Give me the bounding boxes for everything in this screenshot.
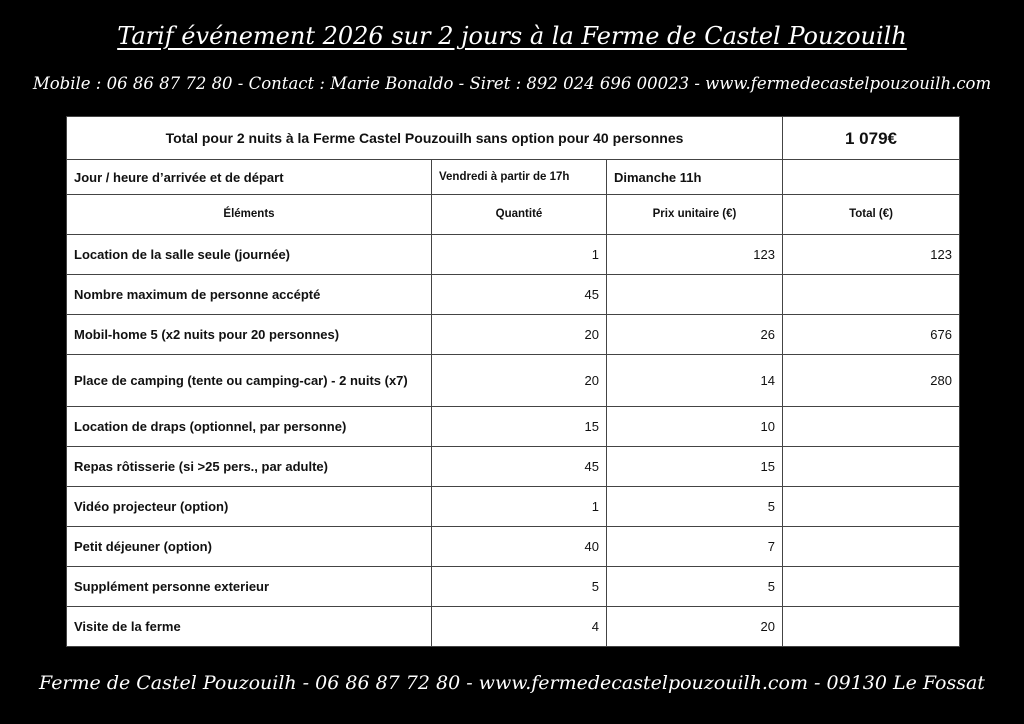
column-header: Quantité bbox=[432, 195, 607, 235]
arrival-row bbox=[67, 160, 960, 195]
table-row bbox=[67, 275, 960, 315]
total-row bbox=[67, 117, 960, 160]
table-row bbox=[67, 487, 960, 527]
footer-line: Ferme de Castel Pouzouilh - 06 86 87 72 80 - www.fermedecastelpouzouilh.com - 09130 Le Fossat bbox=[39, 672, 985, 694]
column-header: Éléments bbox=[67, 195, 432, 235]
cell-total: 676 bbox=[783, 315, 960, 355]
cell-element: Nombre maximum de personne accépté bbox=[67, 275, 432, 315]
arrival-value: Vendredi à partir de 17h bbox=[432, 160, 607, 195]
cell-unit: 10 bbox=[607, 407, 783, 447]
table-row bbox=[67, 407, 960, 447]
cell-total bbox=[783, 275, 960, 315]
cell-qty: 40 bbox=[432, 527, 607, 567]
table-row bbox=[67, 447, 960, 487]
cell-qty: 15 bbox=[432, 407, 607, 447]
cell-element: Location de la salle seule (journée) bbox=[67, 235, 432, 275]
cell-total: 123 bbox=[783, 235, 960, 275]
cell-element: Vidéo projecteur (option) bbox=[67, 487, 432, 527]
table-row bbox=[67, 235, 960, 275]
table-row bbox=[67, 355, 960, 407]
cell-total bbox=[783, 607, 960, 647]
empty-cell bbox=[783, 160, 960, 195]
column-header-row bbox=[67, 195, 960, 235]
total-value: 1 079€ bbox=[783, 117, 960, 160]
cell-element: Visite de la ferme bbox=[67, 607, 432, 647]
cell-qty: 20 bbox=[432, 355, 607, 407]
cell-unit: 5 bbox=[607, 567, 783, 607]
cell-element: Location de draps (optionnel, par personne) bbox=[67, 407, 432, 447]
table-row bbox=[67, 315, 960, 355]
cell-qty: 5 bbox=[432, 567, 607, 607]
cell-element: Place de camping (tente ou camping-car) - 2 nuits (x7) bbox=[67, 355, 432, 407]
cell-unit: 15 bbox=[607, 447, 783, 487]
total-label: Total pour 2 nuits à la Ferme Castel Pouzouilh sans option pour 40 personnes bbox=[67, 117, 783, 160]
cell-element: Petit déjeuner (option) bbox=[67, 527, 432, 567]
cell-qty: 1 bbox=[432, 487, 607, 527]
cell-qty: 45 bbox=[432, 447, 607, 487]
cell-unit: 123 bbox=[607, 235, 783, 275]
cell-qty: 45 bbox=[432, 275, 607, 315]
cell-total bbox=[783, 567, 960, 607]
price-table bbox=[66, 116, 960, 647]
column-header: Total (€) bbox=[783, 195, 960, 235]
cell-unit: 20 bbox=[607, 607, 783, 647]
table-row bbox=[67, 607, 960, 647]
cell-qty: 20 bbox=[432, 315, 607, 355]
cell-unit: 7 bbox=[607, 527, 783, 567]
cell-unit bbox=[607, 275, 783, 315]
cell-unit: 26 bbox=[607, 315, 783, 355]
cell-unit: 5 bbox=[607, 487, 783, 527]
column-header: Prix unitaire (€) bbox=[607, 195, 783, 235]
cell-element: Repas rôtisserie (si >25 pers., par adulte) bbox=[67, 447, 432, 487]
table-row bbox=[67, 527, 960, 567]
arrival-label: Jour / heure d’arrivée et de départ bbox=[67, 160, 432, 195]
cell-unit: 14 bbox=[607, 355, 783, 407]
cell-total bbox=[783, 527, 960, 567]
cell-total bbox=[783, 447, 960, 487]
page-title: Tarif événement 2026 sur 2 jours à la Ferme de Castel Pouzouilh bbox=[117, 22, 907, 50]
cell-total bbox=[783, 407, 960, 447]
cell-qty: 1 bbox=[432, 235, 607, 275]
departure-value: Dimanche 11h bbox=[607, 160, 783, 195]
cell-element: Mobil-home 5 (x2 nuits pour 20 personnes) bbox=[67, 315, 432, 355]
contact-line: Mobile : 06 86 87 72 80 - Contact : Marie Bonaldo - Siret : 892 024 696 00023 - www.fermedecastelpouzouilh.com bbox=[32, 74, 992, 93]
cell-total bbox=[783, 487, 960, 527]
cell-total: 280 bbox=[783, 355, 960, 407]
table-row bbox=[67, 567, 960, 607]
cell-qty: 4 bbox=[432, 607, 607, 647]
cell-element: Supplément personne exterieur bbox=[67, 567, 432, 607]
